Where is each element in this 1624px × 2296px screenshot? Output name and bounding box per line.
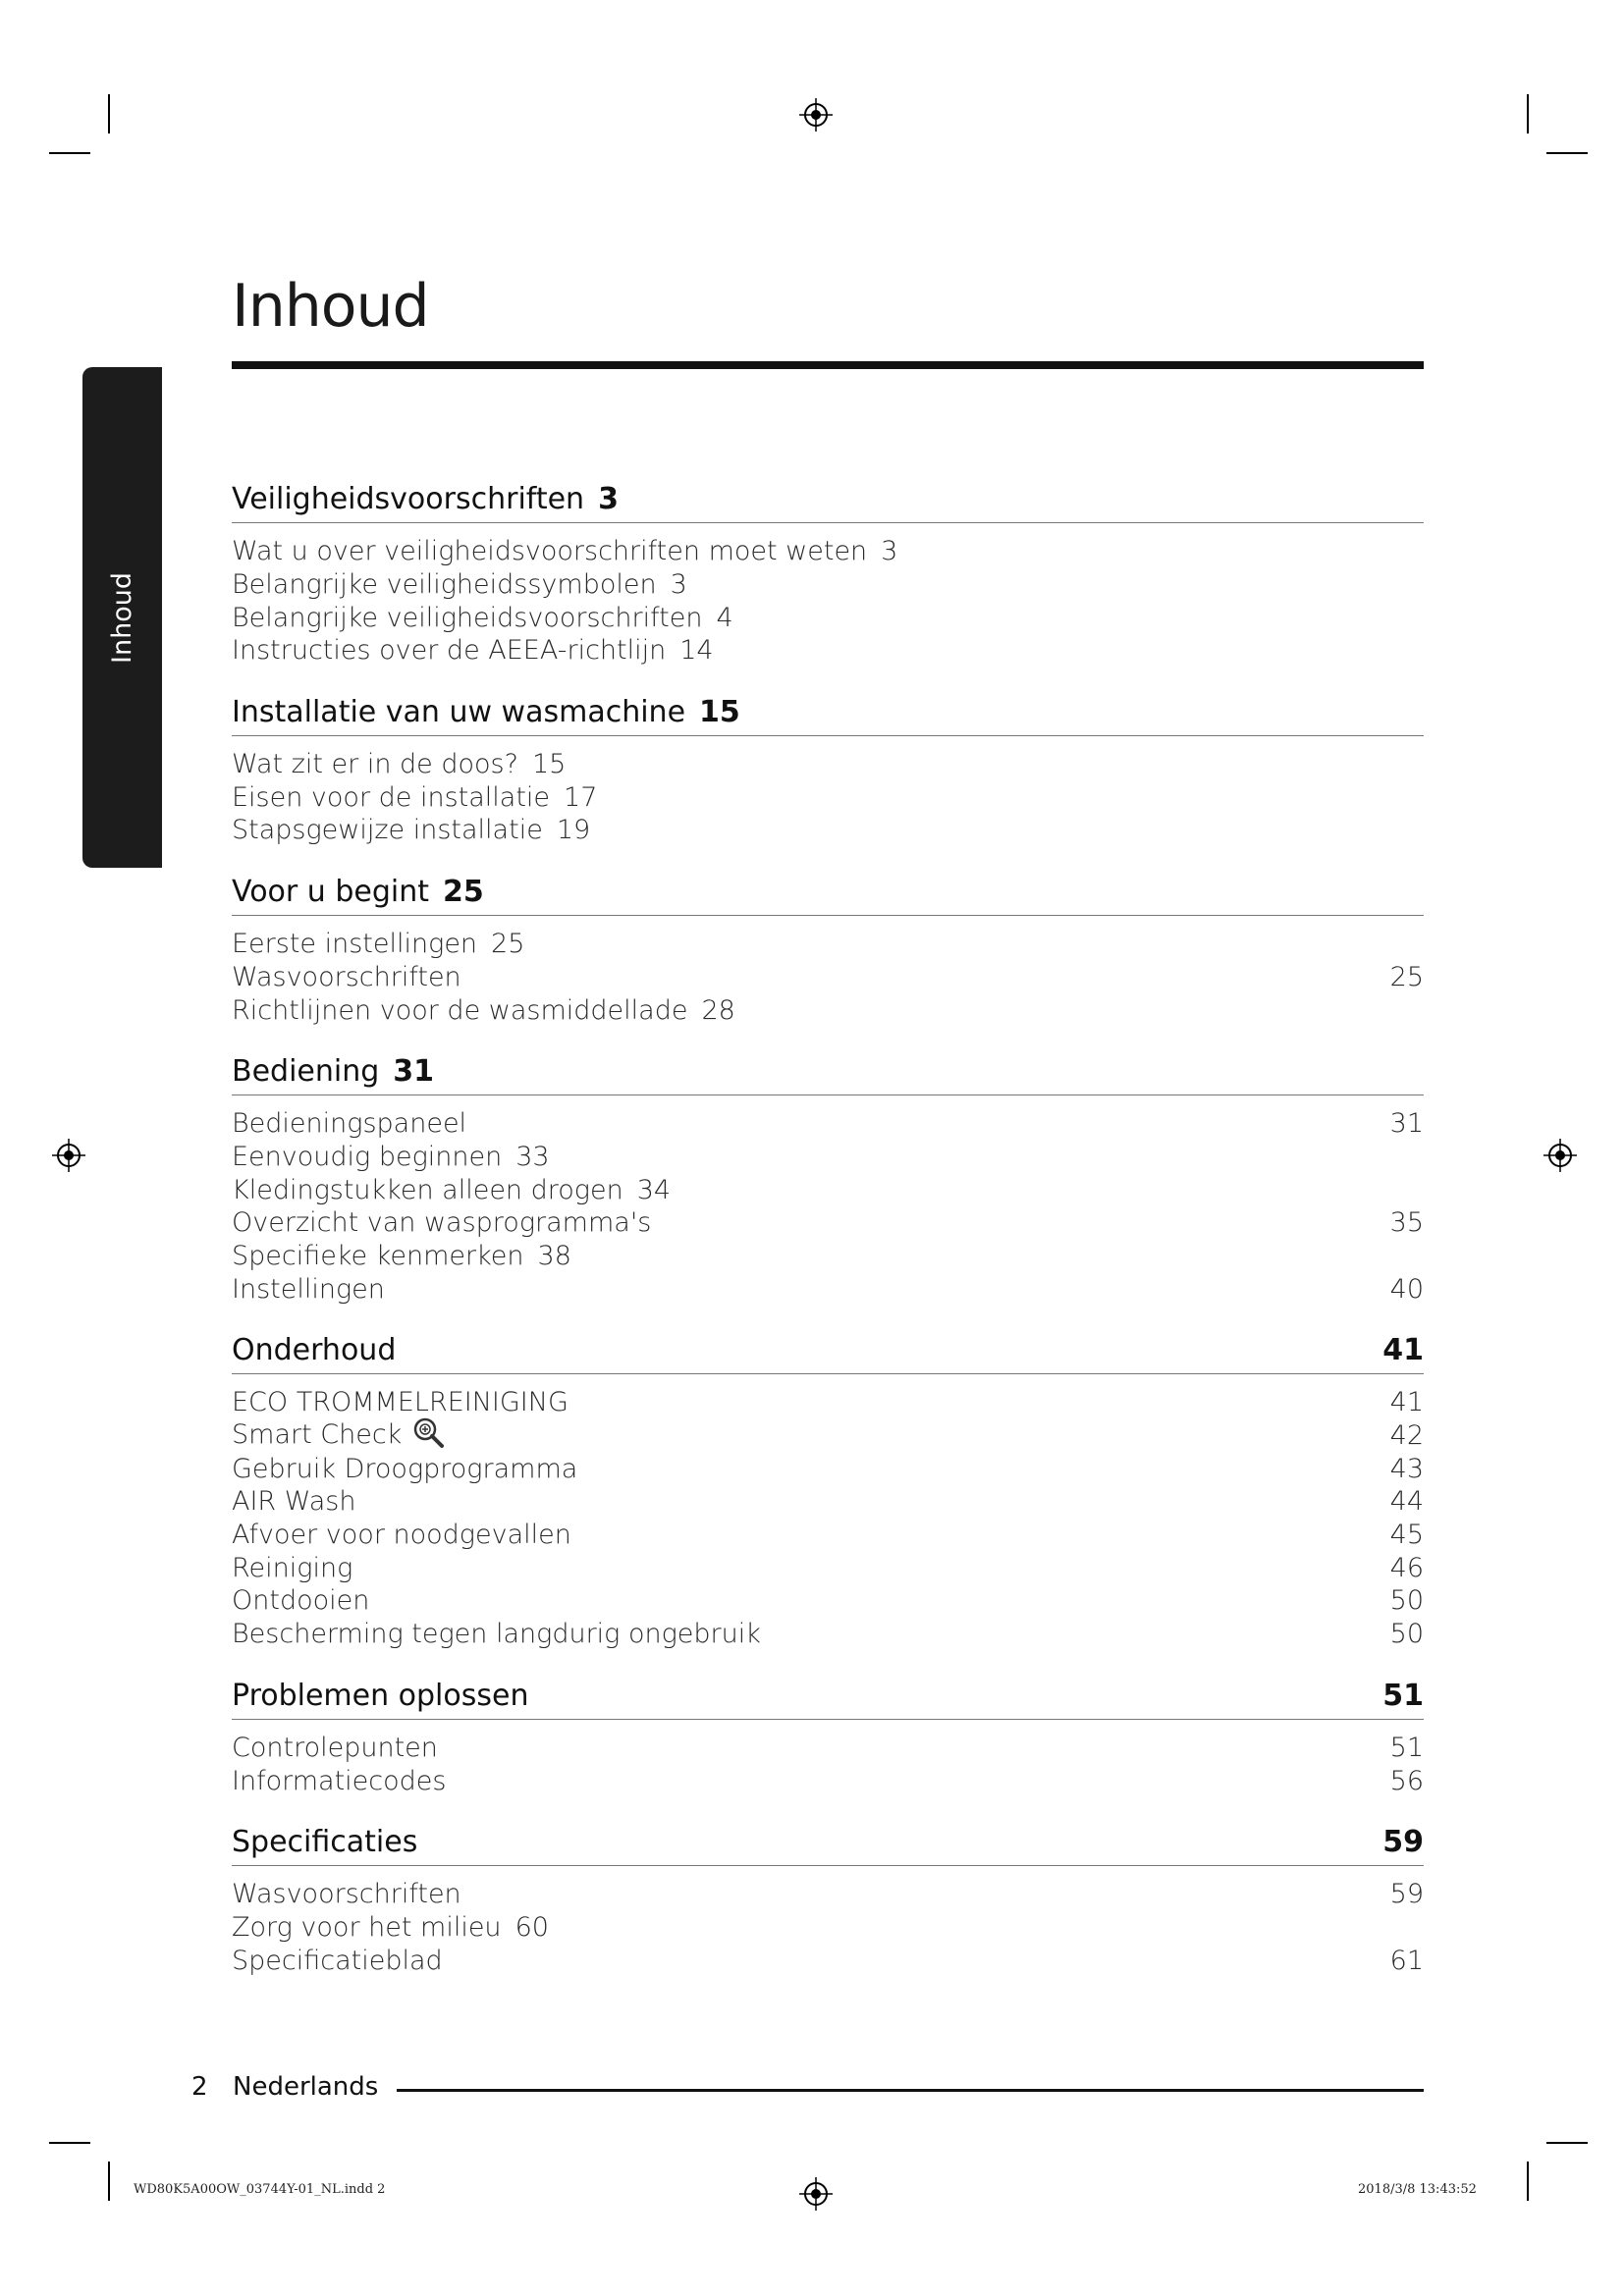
toc-entry-page: 43 — [1389, 1453, 1424, 1484]
toc-section — [232, 472, 1424, 685]
toc-entry-page: 19 — [556, 815, 591, 846]
toc-entry-page: 45 — [1389, 1520, 1424, 1551]
toc-entry-page: 59 — [1389, 1879, 1424, 1910]
toc-entry-label: Ontdooien — [232, 1585, 370, 1617]
toc-section — [232, 1669, 1424, 1815]
crop-mark — [1527, 2162, 1529, 2201]
title-rule — [232, 361, 1424, 369]
toc-section-heading[interactable] — [232, 1323, 1424, 1374]
toc-entry-label: Wasvoorschriften — [232, 1879, 461, 1910]
toc-section-title: Problemen oplossen — [232, 1678, 529, 1713]
crop-mark — [1546, 2142, 1588, 2144]
toc-entry-page: 25 — [491, 929, 525, 960]
page-title: Inhoud — [232, 272, 429, 341]
toc-entry-page: 14 — [679, 635, 714, 667]
toc-entry[interactable] — [232, 601, 1424, 634]
toc-section — [232, 865, 1424, 1044]
toc-entry-label: Richtlijnen voor de wasmiddellade — [232, 994, 688, 1026]
toc-entry-label: Controlepunten — [232, 1732, 438, 1763]
toc-entry[interactable] — [232, 1764, 1424, 1797]
toc-entry-label: Smart Check — [232, 1419, 403, 1451]
print-slug-file: WD80K5A00OW_03744Y-01_NL.indd 2 — [134, 2182, 386, 2197]
toc-entry[interactable] — [232, 1584, 1424, 1618]
toc-entry-page: 50 — [1389, 1585, 1424, 1617]
registration-mark-icon — [52, 1139, 85, 1172]
toc-entry[interactable] — [232, 748, 1424, 781]
toc-entry[interactable] — [232, 1386, 1424, 1419]
toc-section-heading[interactable] — [232, 865, 1424, 916]
toc-entry[interactable] — [232, 1419, 1424, 1453]
toc-section-heading[interactable] — [232, 1669, 1424, 1720]
toc-section-page: 41 — [1382, 1333, 1424, 1367]
toc-entry[interactable] — [232, 1911, 1424, 1945]
crop-mark — [108, 94, 110, 133]
footer-page-number: 2 — [191, 2072, 208, 2102]
toc-entry-page: 17 — [564, 781, 598, 813]
toc-entry-label: Reiniging — [232, 1552, 353, 1583]
toc-entry-label: Afvoer voor noodgevallen — [232, 1520, 571, 1551]
toc-entry[interactable] — [232, 1618, 1424, 1651]
toc-entry-label: Specificatieblad — [232, 1945, 443, 1976]
toc-entry-page: 3 — [670, 569, 687, 601]
toc-entry-label: Belangrijke veiligheidsvoorschriften — [232, 602, 703, 633]
toc-entry-label: Bescherming tegen langdurig ongebruik — [232, 1619, 761, 1650]
toc-entry-label: Eenvoudig beginnen — [232, 1141, 503, 1172]
toc-section — [232, 685, 1424, 865]
toc-section-page: 59 — [1382, 1824, 1424, 1859]
toc-entry[interactable] — [232, 1272, 1424, 1306]
toc-entry-label: Overzicht van wasprogramma's — [232, 1207, 652, 1239]
toc-section-heading[interactable] — [232, 1044, 1424, 1095]
toc-entry[interactable] — [232, 814, 1424, 847]
toc-entry-page: 33 — [515, 1141, 550, 1172]
toc-entry[interactable] — [232, 1519, 1424, 1552]
toc-entry-page: 50 — [1389, 1619, 1424, 1650]
toc-entry-page: 38 — [537, 1240, 571, 1271]
toc-section-title: Specificaties — [232, 1824, 418, 1859]
toc-entry[interactable] — [232, 1878, 1424, 1911]
side-tab — [82, 367, 162, 868]
toc-section — [232, 1323, 1424, 1669]
toc-entry-label: Wasvoorschriften — [232, 961, 461, 992]
toc-entry[interactable] — [232, 634, 1424, 667]
toc-entry-label: Belangrijke veiligheidssymbolen — [232, 569, 657, 601]
toc-section-heading[interactable] — [232, 1815, 1424, 1866]
toc-entry[interactable] — [232, 1173, 1424, 1206]
toc-entry-page: 28 — [701, 994, 735, 1026]
toc-section-heading[interactable] — [232, 685, 1424, 736]
toc-section-title: Installatie van uw wasmachine — [232, 694, 686, 729]
toc-section-page: 3 — [598, 482, 619, 516]
footer-language: Nederlands — [233, 2072, 379, 2102]
smart-check-magnifier-icon — [411, 1415, 445, 1456]
toc-entry-label: Bedieningspaneel — [232, 1108, 467, 1140]
toc-section-title: Onderhoud — [232, 1333, 397, 1367]
toc-entry[interactable] — [232, 993, 1424, 1027]
crop-mark — [1546, 152, 1588, 154]
toc-entry-page: 51 — [1389, 1732, 1424, 1763]
toc-entry[interactable] — [232, 961, 1424, 994]
toc-section-title: Voor u begint — [232, 874, 429, 909]
toc-entry-page: 3 — [881, 536, 898, 567]
toc-entry-page: 15 — [531, 749, 567, 780]
toc-entry-page: 60 — [514, 1911, 549, 1943]
toc-entry-label: Eerste instellingen — [232, 929, 478, 960]
table-of-contents — [232, 472, 1424, 1995]
toc-entry[interactable] — [232, 1485, 1424, 1519]
toc-section — [232, 1044, 1424, 1323]
toc-entry-label: Instellingen — [232, 1273, 385, 1305]
footer-rule — [397, 2089, 1424, 2092]
print-slug-timestamp: 2018/3/8 13:43:52 — [1358, 2182, 1477, 2197]
crop-mark — [108, 2162, 110, 2201]
toc-entry-page: 41 — [1389, 1387, 1424, 1418]
toc-entry-page: 4 — [716, 602, 733, 633]
registration-mark-icon — [799, 98, 833, 132]
toc-entry[interactable] — [232, 1551, 1424, 1584]
toc-entry-label: Gebruik Droogprogramma — [232, 1453, 578, 1484]
toc-entry-label: Wat zit er in de doos? — [232, 749, 518, 780]
toc-entry-label: ECO TROMMELREINIGING — [232, 1387, 568, 1418]
toc-entry[interactable] — [232, 535, 1424, 568]
registration-mark-icon — [1543, 1139, 1577, 1172]
crop-mark — [1527, 94, 1529, 133]
toc-entry-label: Eisen voor de installatie — [232, 781, 551, 813]
toc-entry-page: 34 — [636, 1174, 672, 1205]
toc-entry[interactable] — [232, 568, 1424, 602]
toc-section-heading[interactable] — [232, 472, 1424, 523]
toc-entry-page: 46 — [1389, 1552, 1424, 1583]
side-tab-label: Inhoud — [107, 571, 137, 664]
toc-entry[interactable] — [232, 1452, 1424, 1485]
toc-entry[interactable] — [232, 1141, 1424, 1174]
toc-section — [232, 1815, 1424, 1995]
toc-entry-label: AIR Wash — [232, 1486, 356, 1518]
toc-entry[interactable] — [232, 1240, 1424, 1273]
toc-entry[interactable] — [232, 928, 1424, 961]
toc-entry-label: Specifieke kenmerken — [232, 1240, 524, 1271]
toc-entry-page: 44 — [1389, 1486, 1424, 1518]
toc-entry-page: 56 — [1389, 1765, 1424, 1796]
toc-entry-page: 35 — [1389, 1207, 1424, 1239]
toc-section-page: 51 — [1382, 1678, 1424, 1713]
registration-mark-icon — [799, 2177, 833, 2211]
toc-entry-label: Wat u over veiligheidsvoorschriften moet weten — [232, 536, 868, 567]
toc-entry-label: Zorg voor het milieu — [232, 1911, 502, 1943]
toc-entry-page: 61 — [1389, 1945, 1424, 1976]
toc-section-page: 31 — [393, 1053, 435, 1089]
crop-mark — [49, 152, 90, 154]
toc-section-page: 15 — [699, 694, 740, 729]
toc-section-title: Veiligheidsvoorschriften — [232, 482, 585, 516]
toc-entry-label: Informatiecodes — [232, 1765, 447, 1796]
toc-entry-label: Stapsgewijze installatie — [232, 815, 543, 846]
toc-section-page: 25 — [442, 874, 484, 909]
toc-entry[interactable] — [232, 780, 1424, 814]
toc-entry-label: Instructies over de AEEA-richtlijn — [232, 635, 667, 667]
toc-section-title: Bediening — [232, 1053, 380, 1089]
toc-entry-page: 42 — [1389, 1420, 1424, 1452]
toc-entry[interactable] — [232, 1206, 1424, 1240]
toc-entry[interactable] — [232, 1732, 1424, 1765]
toc-entry-page: 40 — [1389, 1273, 1424, 1305]
crop-mark — [49, 2142, 90, 2144]
toc-entry[interactable] — [232, 1107, 1424, 1141]
toc-entry-page: 31 — [1389, 1108, 1424, 1140]
toc-entry-label: Kledingstukken alleen drogen — [232, 1174, 623, 1205]
toc-entry-page: 25 — [1389, 961, 1424, 992]
toc-entry[interactable] — [232, 1944, 1424, 1977]
